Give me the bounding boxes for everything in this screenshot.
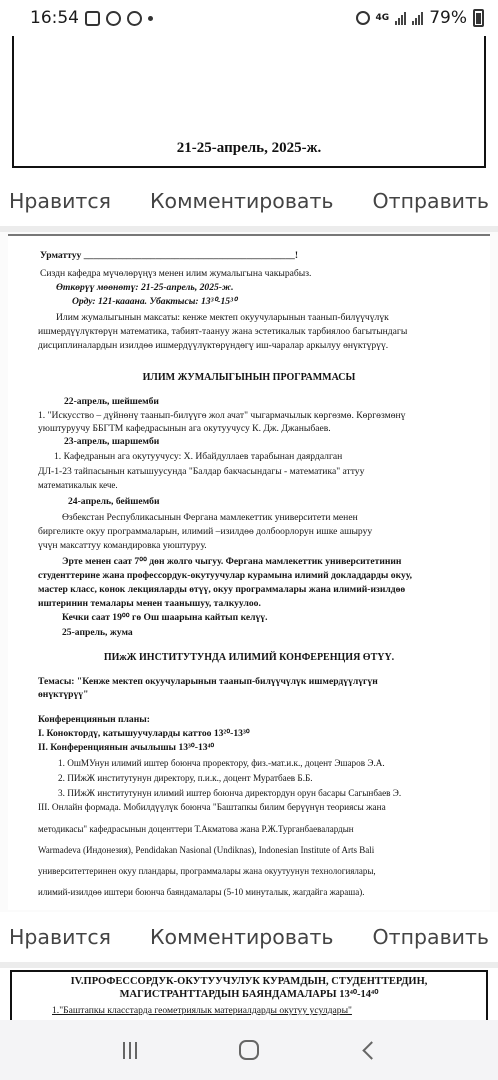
post-image-2[interactable]: [0, 232, 498, 912]
doc-line: университеттеринен окуу пландары, программалары жана окуутуунун технологиялары,: [38, 866, 376, 876]
alarm-icon: [356, 11, 370, 25]
doc-line: Темасы: "Кенже мектеп окуучуларынын таанып-билүүчүлүк ишмердүүлүгүн: [38, 676, 378, 687]
post-divider: [0, 962, 498, 968]
gallery-icon: [85, 11, 100, 26]
doc-line: III. Онлайн формада. Мобилдүүлүк боюнча "Баштапкы билим берүүнүн теориясы жана: [38, 803, 386, 813]
document-date: 21-25-апрель, 2025-ж.: [176, 140, 322, 156]
battery-icon: [473, 9, 484, 27]
doc-line: 22-апрель, шейшемби: [64, 396, 159, 407]
post-image-1[interactable]: [0, 36, 498, 176]
home-button[interactable]: [229, 1035, 269, 1065]
doc-line: дисциплиналардын изилдөө ишмердүүлүктөрүндөгү иш-чаралар аркылуу өнүктүрүү.: [38, 340, 389, 351]
doc-line: 1. "Искусство – дүйнөнү таанып-билүүгө жол ачат" чыгармачылык көргөзмө. Көргөзмөнү: [38, 410, 406, 421]
doc-heading: ИЛИМ ЖУМАЛЫГЫНЫН ПРОГРАММАСЫ: [142, 372, 356, 383]
like-button[interactable]: Нравится: [9, 925, 111, 949]
doc-line: студенттерине жана профессордук-окутуучулар курамына илимий докладдарды окуу,: [38, 570, 413, 581]
doc-line: Илим жумалыгынын максаты: кенже мектеп окуучуларынын таанып-билүүчүлүк: [56, 312, 389, 323]
recents-icon: [123, 1042, 137, 1059]
signal-icon: [395, 11, 406, 25]
doc-line: Орду: 121-кааана. Убактысы: 13³⁰-15³⁰: [72, 296, 237, 307]
network-type: 4G: [375, 13, 390, 23]
doc-line: үчүн максаттуу командировка уюштуруу.: [38, 540, 207, 551]
doc-line: 25-апрель, жума: [62, 627, 133, 638]
screen-record-icon: [127, 11, 142, 26]
doc-line: математикалык кече.: [38, 480, 118, 490]
document-page: [10, 970, 488, 1020]
signal-2-icon: [412, 11, 423, 25]
like-button[interactable]: Нравится: [9, 189, 111, 213]
doc-line: биргеликте окуу программаларын, илимий –изилдөө долбоорлорун ишке ашыруу: [38, 526, 373, 537]
document-page: [12, 36, 486, 168]
doc-line: уюштуруучу ББГТМ кафедрасынын ага окутуучусу К. Дж. Джаныбаев.: [38, 423, 331, 434]
post-image-3[interactable]: [0, 970, 498, 1020]
doc-heading: IV.ПРОФЕССОРДУК-ОКУТУУЧУЛУК КУРАМДЫН, СТУДЕНТТЕРДИН,: [70, 976, 428, 987]
post-actions-2: [0, 912, 498, 962]
post-actions-1: [0, 176, 498, 226]
clock: 16:54: [30, 8, 79, 28]
recents-button[interactable]: [110, 1035, 150, 1065]
doc-line: өнүктүрүү": [38, 689, 89, 700]
doc-line: Сиздн кафедра мүчөлөрүңүз менен илим жумалыгына чакырабыз.: [40, 268, 312, 279]
home-icon: [239, 1040, 259, 1060]
document-page: [8, 234, 490, 910]
doc-line: Урматтуу ____________________________________________!: [40, 250, 299, 261]
doc-line: Кечки саат 19⁰⁰ гө Ош шаарына кайтып келүү.: [62, 612, 268, 623]
share-button[interactable]: Отправить: [372, 189, 489, 213]
doc-heading: ПИжЖ ИНСТИТУТУНДА ИЛИМИЙ КОНФЕРЕНЦИЯ ӨТҮҮ.: [103, 652, 395, 663]
doc-line: Конференциянын планы:: [38, 714, 150, 725]
doc-line: иштеринин темалары менен таанышуу, талкуулоо.: [38, 598, 261, 609]
comment-button[interactable]: Комментировать: [149, 925, 334, 949]
doc-line: I. Коноктордү, катышуучуларды каттоо 13²⁰-13³⁰: [38, 728, 250, 739]
doc-line: 2. ПИжЖ институтунун директору, п.и.к., доцент Муратбаев Б.Б.: [58, 773, 313, 783]
doc-line: Warmadeva (Индонезия), Pendidakan Nasional (Undiknas), Indonesian Institute of Arts Bali: [38, 845, 375, 855]
doc-line: Эрте менен саат 7⁰⁰ дөн жолго чыгуу. Фергана мамлекеттик университетинин: [62, 556, 402, 567]
doc-line: илимий-изилдөө иштери боюнча баяндамалары (5-10 минуталык, жагдайга жараша).: [38, 887, 365, 897]
whatsapp-icon: [106, 11, 121, 26]
doc-line: 1."Баштапкы класстарда геометриялык материалдарды окутуу усулдары": [52, 1005, 352, 1016]
doc-line: мастер класс, конок лекцияларды өтүү, окуу программалары жана илимий-изилдөө: [38, 584, 406, 595]
navigation-bar: [0, 1020, 498, 1080]
doc-line: 3. ПИжЖ институтунун илимий иштер боюнча директордун орун басары Сагынбаев Э.: [58, 788, 402, 798]
doc-heading: МАГИСТРАНТТАРДЫН БАЯНДАМАЛАРЫ 13⁴⁰-14⁴⁰: [119, 989, 379, 1000]
share-button[interactable]: Отправить: [372, 925, 489, 949]
doc-line: методикасы" кафедрасынын доценттери Т.Акматова жана Р.Ж.Турганбаевалардын: [38, 824, 354, 834]
doc-line: II. Конференциянын ачылышы 13³⁰-13⁴⁰: [38, 742, 215, 753]
status-bar: [0, 0, 498, 36]
back-icon: [362, 1041, 380, 1059]
doc-line: 23-апрель, шаршемби: [64, 436, 160, 447]
doc-line: Өткөрүү мөөнөтү: 21-25-апрель, 2025-ж.: [56, 282, 234, 293]
doc-line: 1. ОшМУнун илимий иштер боюнча проректору, физ.-мат.и.к., доцент Эшаров Э.А.: [58, 758, 385, 768]
comment-button[interactable]: Комментировать: [149, 189, 334, 213]
doc-line: ишмердүүлүктөрүн математика, табият-таануу жана эстетикалык тарбиялоо багытындагы: [38, 326, 408, 337]
doc-line: 1. Кафедранын ага окутуучусу: Х. Ибайдуллаев тарабынан даярдалган: [54, 451, 343, 462]
back-button[interactable]: [348, 1035, 388, 1065]
more-notifications-icon: [148, 16, 153, 21]
doc-line: ДЛ-1-23 тайпасынын катышуусунда "Балдар бакчасындагы - математика" аттуу: [38, 466, 365, 477]
battery-percent: 79%: [429, 8, 467, 28]
doc-line: 24-апрель, бейшемби: [68, 496, 160, 507]
doc-line: Өзбекстан Республикасынын Фергана мамлекеттик университети менен: [62, 512, 358, 523]
